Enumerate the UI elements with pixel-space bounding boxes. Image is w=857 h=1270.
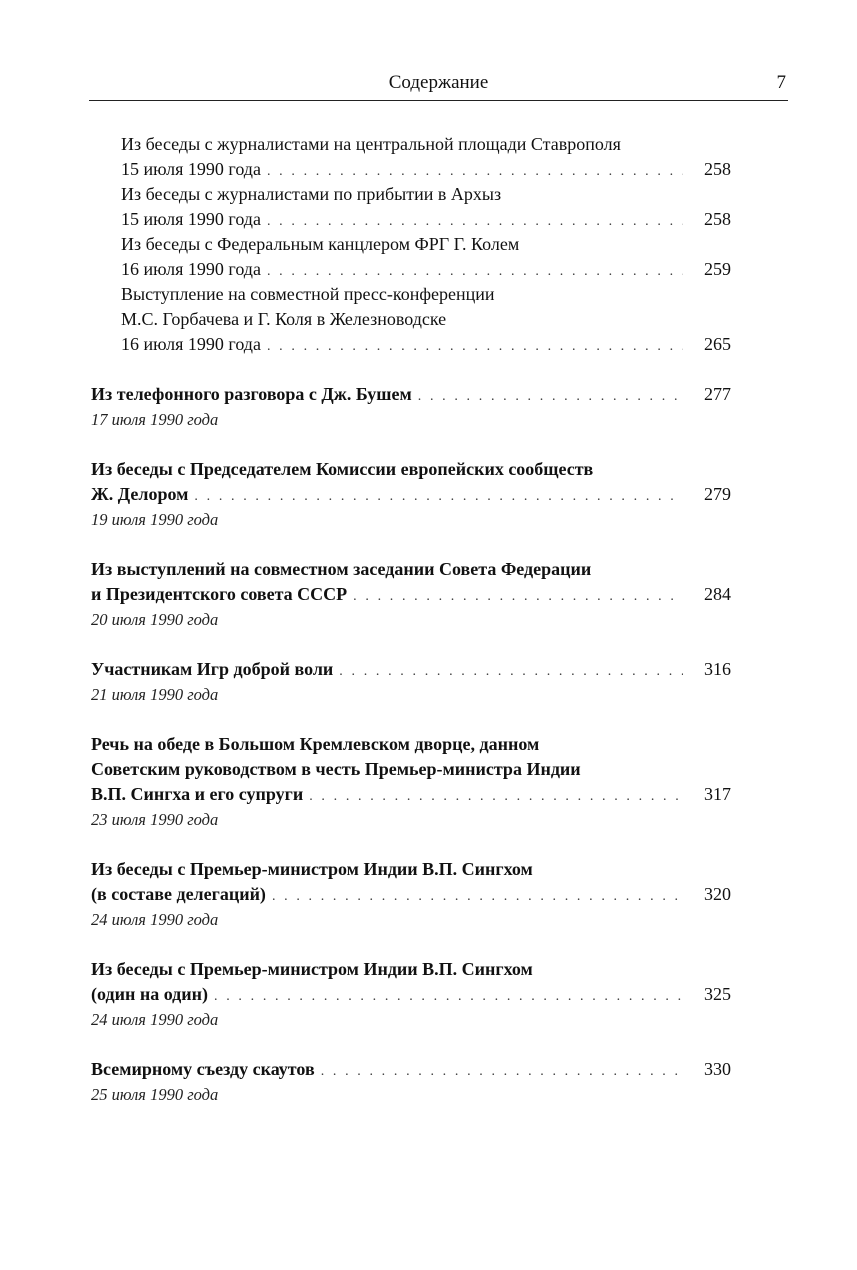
toc-entry-title-line: Из беседы с Председателем Комиссии европейских сообществ xyxy=(91,459,594,479)
toc-subentry xyxy=(91,282,731,357)
toc-entry-title-line: Речь на обеде в Большом Кремлевском дворце, данном xyxy=(91,734,540,754)
toc-entry-title: (в составе делегаций) xyxy=(91,882,272,907)
dot-leader xyxy=(267,209,683,234)
toc-entry-date: 20 июля 1990 года xyxy=(91,610,219,629)
toc-entry-title-line: Советским руководством в честь Премьер-министра Индии xyxy=(91,759,581,779)
toc-entry-leader-line xyxy=(91,657,731,682)
toc-entry xyxy=(91,857,731,932)
toc-entry-title-line: Из выступлений на совместном заседании Совета Федерации xyxy=(91,559,592,579)
toc-page-number: 279 xyxy=(704,484,731,504)
toc-entry-title-line: Из беседы с Премьер-министром Индии В.П. Сингхом xyxy=(91,859,533,879)
header-title: Содержание xyxy=(388,72,489,93)
toc-entry-title: Из телефонного разговора с Дж. Бушем xyxy=(91,382,418,407)
toc-entry-leader-line xyxy=(91,482,731,507)
toc-entry xyxy=(91,1057,731,1107)
running-header xyxy=(89,70,788,101)
toc-entry-title: и Президентского совета СССР xyxy=(91,582,353,607)
toc-page-number: 325 xyxy=(704,984,731,1004)
toc-entry-date: 17 июля 1990 года xyxy=(91,410,219,429)
toc-subentry xyxy=(91,132,731,182)
toc-page-number: 317 xyxy=(704,784,731,804)
toc-entry-leader-line xyxy=(91,982,731,1007)
toc-entry-leader-line xyxy=(91,1057,731,1082)
toc-entry-title: В.П. Сингха и его супруги xyxy=(91,782,309,807)
toc-entry-title: Ж. Делором xyxy=(91,482,194,507)
toc-entry-date: 25 июля 1990 года xyxy=(91,1085,219,1104)
toc-entry xyxy=(91,732,731,832)
dot-leader xyxy=(267,159,683,184)
toc-page-number: 259 xyxy=(704,259,731,279)
dot-leader xyxy=(339,659,683,684)
toc-entry-leader-line xyxy=(91,332,731,357)
toc-entry-date: 24 июля 1990 года xyxy=(91,910,219,929)
toc-entry-leader-line xyxy=(91,882,731,907)
toc-page-number: 330 xyxy=(704,1059,731,1079)
toc-entry-leader-line xyxy=(91,207,731,232)
toc-entry-leader-line xyxy=(91,582,731,607)
toc-entry-date-text: 16 июля 1990 года xyxy=(121,257,267,282)
toc-entry-date: 23 июля 1990 года xyxy=(91,810,219,829)
table-of-contents xyxy=(91,132,731,1107)
toc-page-number: 265 xyxy=(704,334,731,354)
dot-leader xyxy=(418,384,683,409)
toc-entry-title: Участникам Игр доброй воли xyxy=(91,657,339,682)
dot-leader xyxy=(194,484,683,509)
toc-page-number: 258 xyxy=(704,209,731,229)
toc-entry xyxy=(91,657,731,707)
toc-entry-leader-line xyxy=(91,157,731,182)
dot-leader xyxy=(309,784,683,809)
dot-leader xyxy=(321,1059,683,1084)
toc-entry xyxy=(91,957,731,1032)
toc-entry-leader-line xyxy=(91,257,731,282)
toc-page-number: 320 xyxy=(704,884,731,904)
toc-entry-title-line: Из беседы с журналистами на центральной площади Ставрополя xyxy=(121,134,621,154)
toc-entry-date-text: 15 июля 1990 года xyxy=(121,207,267,232)
dot-leader xyxy=(272,884,683,909)
toc-entry-title: (один на один) xyxy=(91,982,214,1007)
toc-entry xyxy=(91,382,731,432)
dot-leader xyxy=(353,584,683,609)
toc-entry-title-line: Из беседы с Федеральным канцлером ФРГ Г. Колем xyxy=(121,234,520,254)
toc-page-number: 258 xyxy=(704,159,731,179)
toc-entry-leader-line xyxy=(91,782,731,807)
toc-entry-leader-line xyxy=(91,382,731,407)
toc-entry-date: 19 июля 1990 года xyxy=(91,510,219,529)
toc-entry-date: 21 июля 1990 года xyxy=(91,685,219,704)
toc-entry-title-line: Выступление на совместной пресс-конференции xyxy=(121,284,495,304)
toc-entry-date-text: 15 июля 1990 года xyxy=(121,157,267,182)
page-number: 7 xyxy=(776,72,786,93)
toc-entry-title-line: М.С. Горбачева и Г. Коля в Железноводске xyxy=(121,309,447,329)
toc-entry xyxy=(91,457,731,532)
toc-page-number: 277 xyxy=(704,384,731,404)
toc-entry-title: Всемирному съезду скаутов xyxy=(91,1057,321,1082)
toc-page-number: 316 xyxy=(704,659,731,679)
toc-subentry xyxy=(91,232,731,282)
toc-entry xyxy=(91,557,731,632)
dot-leader xyxy=(214,984,683,1009)
toc-page-number: 284 xyxy=(704,584,731,604)
toc-subentry xyxy=(91,182,731,232)
dot-leader xyxy=(267,259,683,284)
toc-entry-title-line: Из беседы с Премьер-министром Индии В.П. Сингхом xyxy=(91,959,533,979)
toc-entry-date: 24 июля 1990 года xyxy=(91,1010,219,1029)
toc-entry-title-line: Из беседы с журналистами по прибытии в Архыз xyxy=(121,184,502,204)
dot-leader xyxy=(267,334,683,359)
toc-entry-date-text: 16 июля 1990 года xyxy=(121,332,267,357)
